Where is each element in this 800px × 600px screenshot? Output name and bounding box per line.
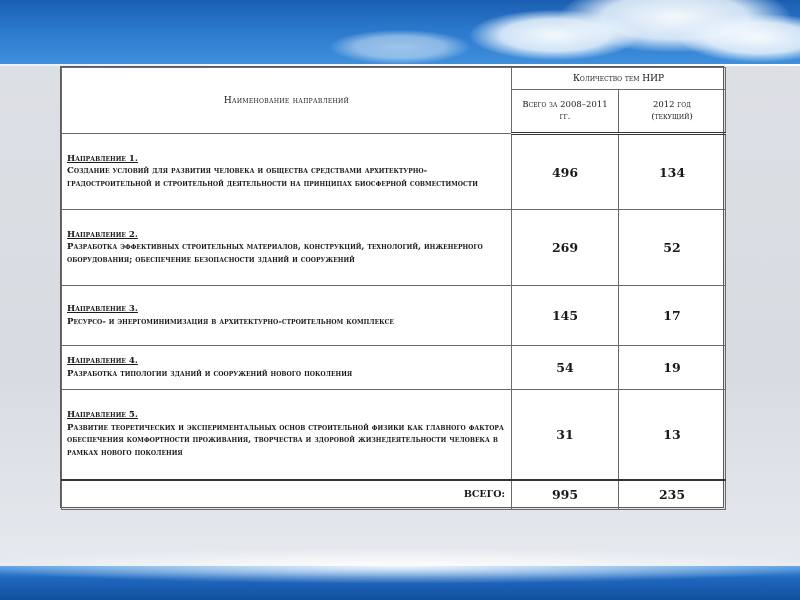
direction-title: Направление 4. bbox=[67, 355, 138, 366]
table-row bbox=[62, 134, 726, 210]
table-row bbox=[62, 210, 726, 286]
cloud-decoration bbox=[330, 30, 470, 64]
direction-description: Разработка эффективных строительных материалов, конструкций, технологий, инженерного оборудования; обеспечение безопасности зданий и сооружений bbox=[67, 242, 483, 265]
cloud-decoration bbox=[470, 10, 640, 60]
table-row bbox=[62, 346, 726, 390]
direction-title: Направление 5. bbox=[67, 410, 138, 421]
topics-total-value: 496 bbox=[512, 134, 619, 210]
direction-title: Направление 2. bbox=[67, 229, 138, 240]
header-current-year: 2012 год (текущий) bbox=[619, 90, 726, 134]
direction-cell bbox=[62, 390, 512, 480]
topics-current-value: 17 bbox=[619, 286, 726, 346]
direction-title: Направление 1. bbox=[67, 153, 138, 164]
topics-total-value: 145 bbox=[512, 286, 619, 346]
topics-current-value: 19 bbox=[619, 346, 726, 390]
header-topics-count: Количество тем НИР bbox=[512, 68, 726, 90]
direction-title: Направление 3. bbox=[67, 303, 138, 314]
footer-glow bbox=[0, 548, 800, 584]
direction-cell bbox=[62, 286, 512, 346]
direction-cell bbox=[62, 210, 512, 286]
header-total-period: Всего за 2008–2011 гг. bbox=[512, 90, 619, 134]
topics-total-value: 54 bbox=[512, 346, 619, 390]
direction-description: Разработка типологии зданий и сооружений нового поколения bbox=[67, 368, 353, 379]
total-current-value: 235 bbox=[619, 480, 726, 510]
total-period-value: 995 bbox=[512, 480, 619, 510]
header-banner bbox=[0, 0, 800, 64]
direction-cell bbox=[62, 346, 512, 390]
data-table bbox=[61, 67, 726, 510]
direction-description: Развитие теоретических и экспериментальных основ строительной физики как главного фактора обеспечения комфортности проживания, творчества и здоровой жизнедеятельности человека в рамках нового поколения bbox=[67, 422, 504, 458]
topics-total-value: 269 bbox=[512, 210, 619, 286]
topics-current-value: 13 bbox=[619, 390, 726, 480]
table-row bbox=[62, 286, 726, 346]
topics-current-value: 52 bbox=[619, 210, 726, 286]
table-row bbox=[62, 390, 726, 480]
topics-total-value: 31 bbox=[512, 390, 619, 480]
total-row bbox=[62, 480, 726, 510]
direction-description: Создание условий для развития человека и общества средствами архитектурно-градостроительной и строительной деятельности на принципах биосферной совместимости bbox=[67, 166, 478, 189]
topics-current-value: 134 bbox=[619, 134, 726, 210]
direction-cell bbox=[62, 134, 512, 210]
total-label: ВСЕГО: bbox=[62, 480, 512, 510]
direction-description: Ресурсо- и энергоминимизация в архитектурно-строительном комплексе bbox=[67, 316, 394, 327]
header-directions: Наименование направлений bbox=[62, 68, 512, 134]
research-topics-table bbox=[60, 66, 724, 508]
